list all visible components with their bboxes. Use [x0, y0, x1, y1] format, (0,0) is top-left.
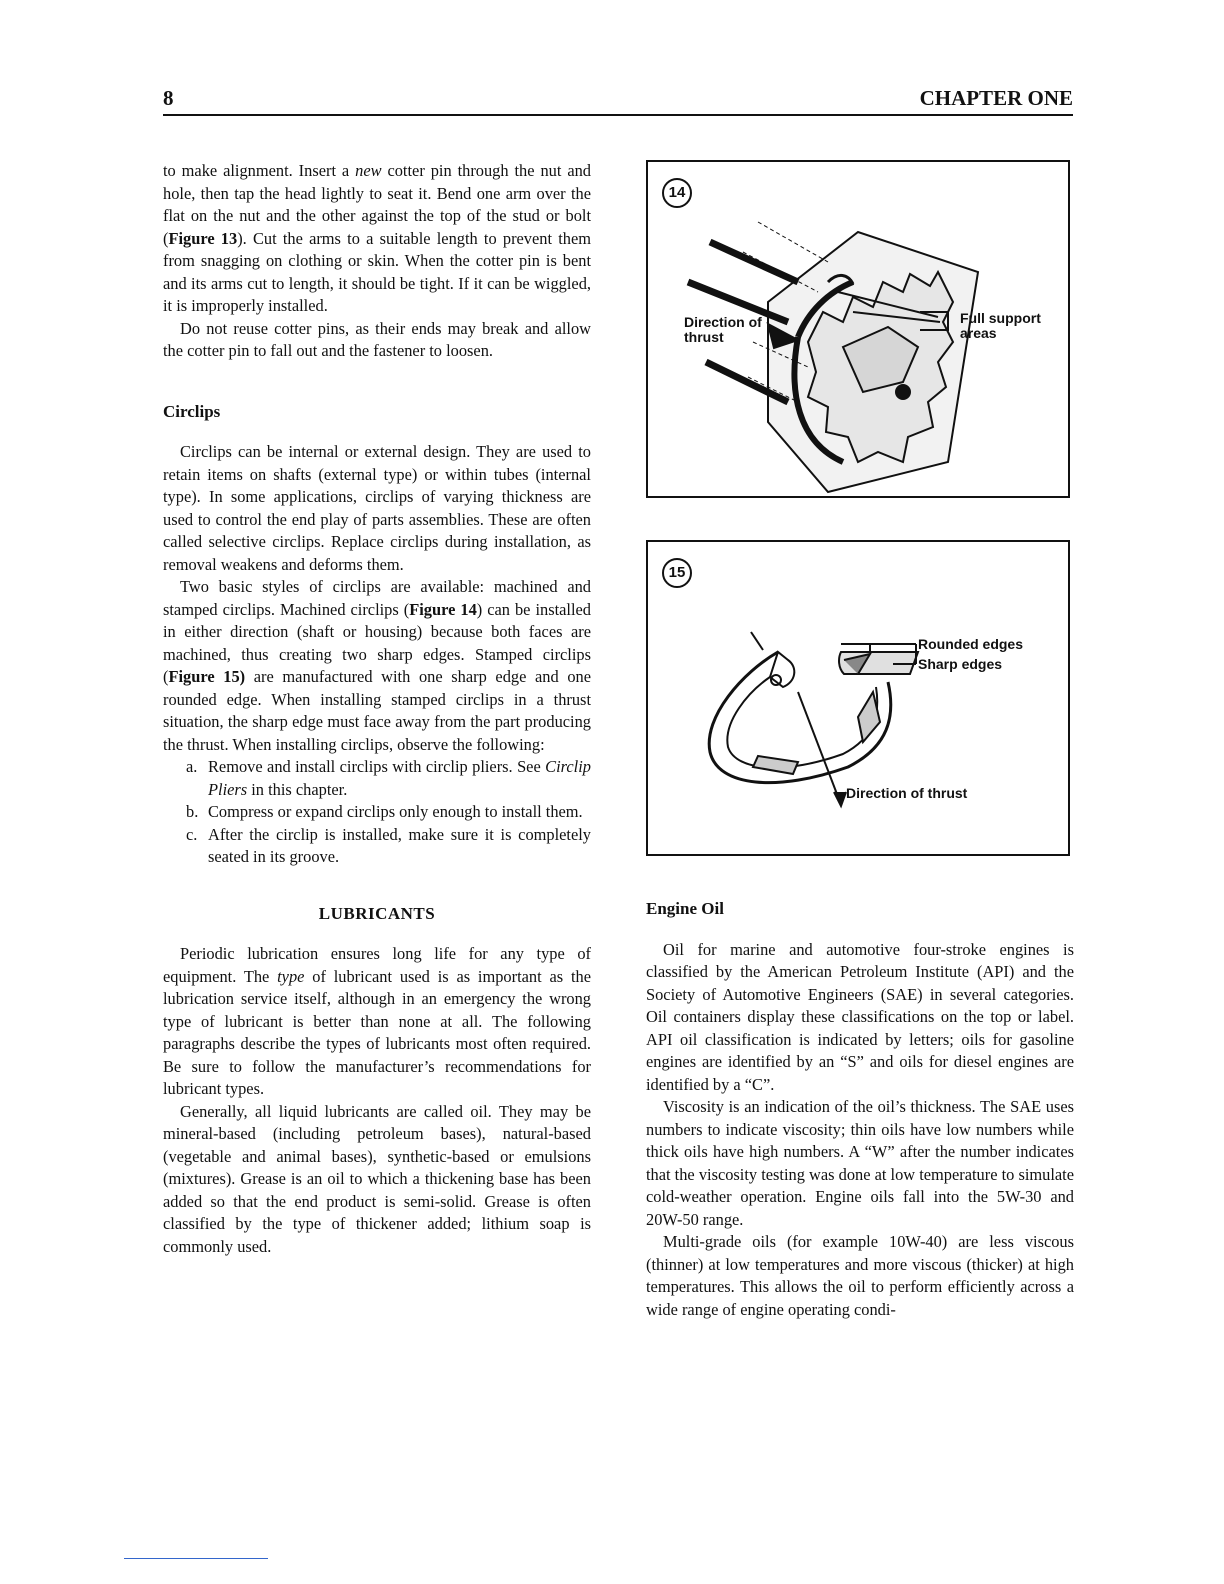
right-column [646, 160, 1074, 1321]
lubricants-paragraph-2: Generally, all liquid lubricants are called oil. They may be mineral-based (including petroleum bases), natural-based (vegetable and animal bases), synthetic-based or emulsions (mixtures). Grease is an oil to which a thickening base has been added so that the end product is semi-solid. Grease is often classified by the type of thickener added; lithium soap is commonly used. [163, 1101, 591, 1256]
figure-14-support-label: Full support areas [960, 310, 1041, 341]
figure-15-rounded-label: Rounded edges [918, 636, 1024, 652]
figure-15 [646, 540, 1070, 856]
circlip-steps-list [163, 756, 591, 869]
lubricants-heading: LUBRICANTS [318, 903, 436, 923]
circlips-heading: Circlips [163, 401, 221, 421]
engine-oil-paragraph-2: Viscosity is an indication of the oil’s thickness. The SAE uses numbers to indicate viscosity; thin oils have low numbers while thick oils have high numbers. A “W” after the number indicates that the viscosity testing was done at low temperature to simulate cold-weather operation. Engine oils fall into the 5W-30 and 20W-50 range. [646, 1097, 1074, 1229]
circlips-paragraph-2: Two basic styles of circlips are available: machined and stamped circlips. Machined circlips (Figure 14) can be installed in either direction (shaft or housing) because both faces are machined, thus creating two sharp edges. Stamped circlips (Figure 15) are manufactured with one sharp edge and one rounded edge. When installing stamped circlips in a thrust situation, the sharp edge must face away from the part producing the thrust. When installing circlips, observe the following: [163, 577, 591, 754]
intro-paragraph-2: Do not reuse cotter pins, as their ends may break and allow the cotter pin to fall out and the fastener to loosen. [163, 318, 591, 360]
figure-15-direction-label: Direction of thrust [846, 785, 968, 801]
figure-15-number: 15 [662, 558, 692, 588]
page-header [163, 86, 1073, 116]
left-column [163, 160, 591, 1258]
figure-15-sharp-label: Sharp edges [918, 656, 1003, 672]
footer-rule [124, 1558, 268, 1559]
circlips-paragraph-1: Circlips can be internal or external design. They are used to retain items on shafts (external type) or within tubes (internal type). In some applications, circlips of varying thickness are used to control the end play of parts assemblies. These are often called selective circlips. Replace circlips during installation, as removal weakens and deforms them. [163, 442, 591, 574]
engine-oil-heading: Engine Oil [646, 899, 724, 918]
engine-oil-paragraph-1: Oil for marine and automotive four-stroke engines is classified by the American Petroleum Institute (API) and the Society of Automotive Engineers (SAE) in several categories. Oil containers display these classifications on the top or label. API oil classification is indicated by letters; oils for gasoline engines are identified by an “S” and oils for diesel engines are identified by a “C”. [646, 939, 1074, 1094]
figure-14-number: 14 [662, 178, 692, 208]
lubricants-paragraph-1: Periodic lubrication ensures long life for any type of equipment. The type of lubricant used is as important as the lubrication service itself, although in an emergency the wrong type of lubricant is better than none at all. The following paragraphs describe the types of lubricants most often required. Be sure to follow the manufacturer’s recommendations for lubricant types. [163, 944, 591, 1098]
list-item: a. Remove and install circlips with circlip pliers. See Circlip Pliers in this chapter. [186, 757, 591, 799]
chapter-title: CHAPTER ONE [919, 86, 1073, 110]
stamped-circlip-illustration [648, 542, 1068, 854]
list-item: b. Compress or expand circlips only enough to install them. [186, 802, 583, 821]
engine-oil-paragraph-3: Multi-grade oils (for example 10W-40) are less viscous (thinner) at low temperatures and more viscous (thicker) at high temperatures. This allows the oil to perform efficiently across a wide range of engine operating condi- [646, 1232, 1074, 1319]
intro-paragraph-1: to make alignment. Insert a new cotter pin through the nut and hole, then tap the head lightly to seat it. Bend one arm over the flat on the nut and the other against the top of the stud or bolt (Figure 13). Cut the arms to a suitable length to prevent them from snagging on clothing or skin. When the cotter pin is bent and its arms cut to length, it should be tight. If it can be wiggled, it is improperly installed. [163, 161, 591, 315]
page-number: 8 [163, 86, 174, 110]
figure-14 [646, 160, 1070, 498]
list-item: c. After the circlip is installed, make sure it is completely seated in its groove. [186, 824, 591, 866]
figure-14-direction-label: Direction of thrust [684, 314, 762, 345]
